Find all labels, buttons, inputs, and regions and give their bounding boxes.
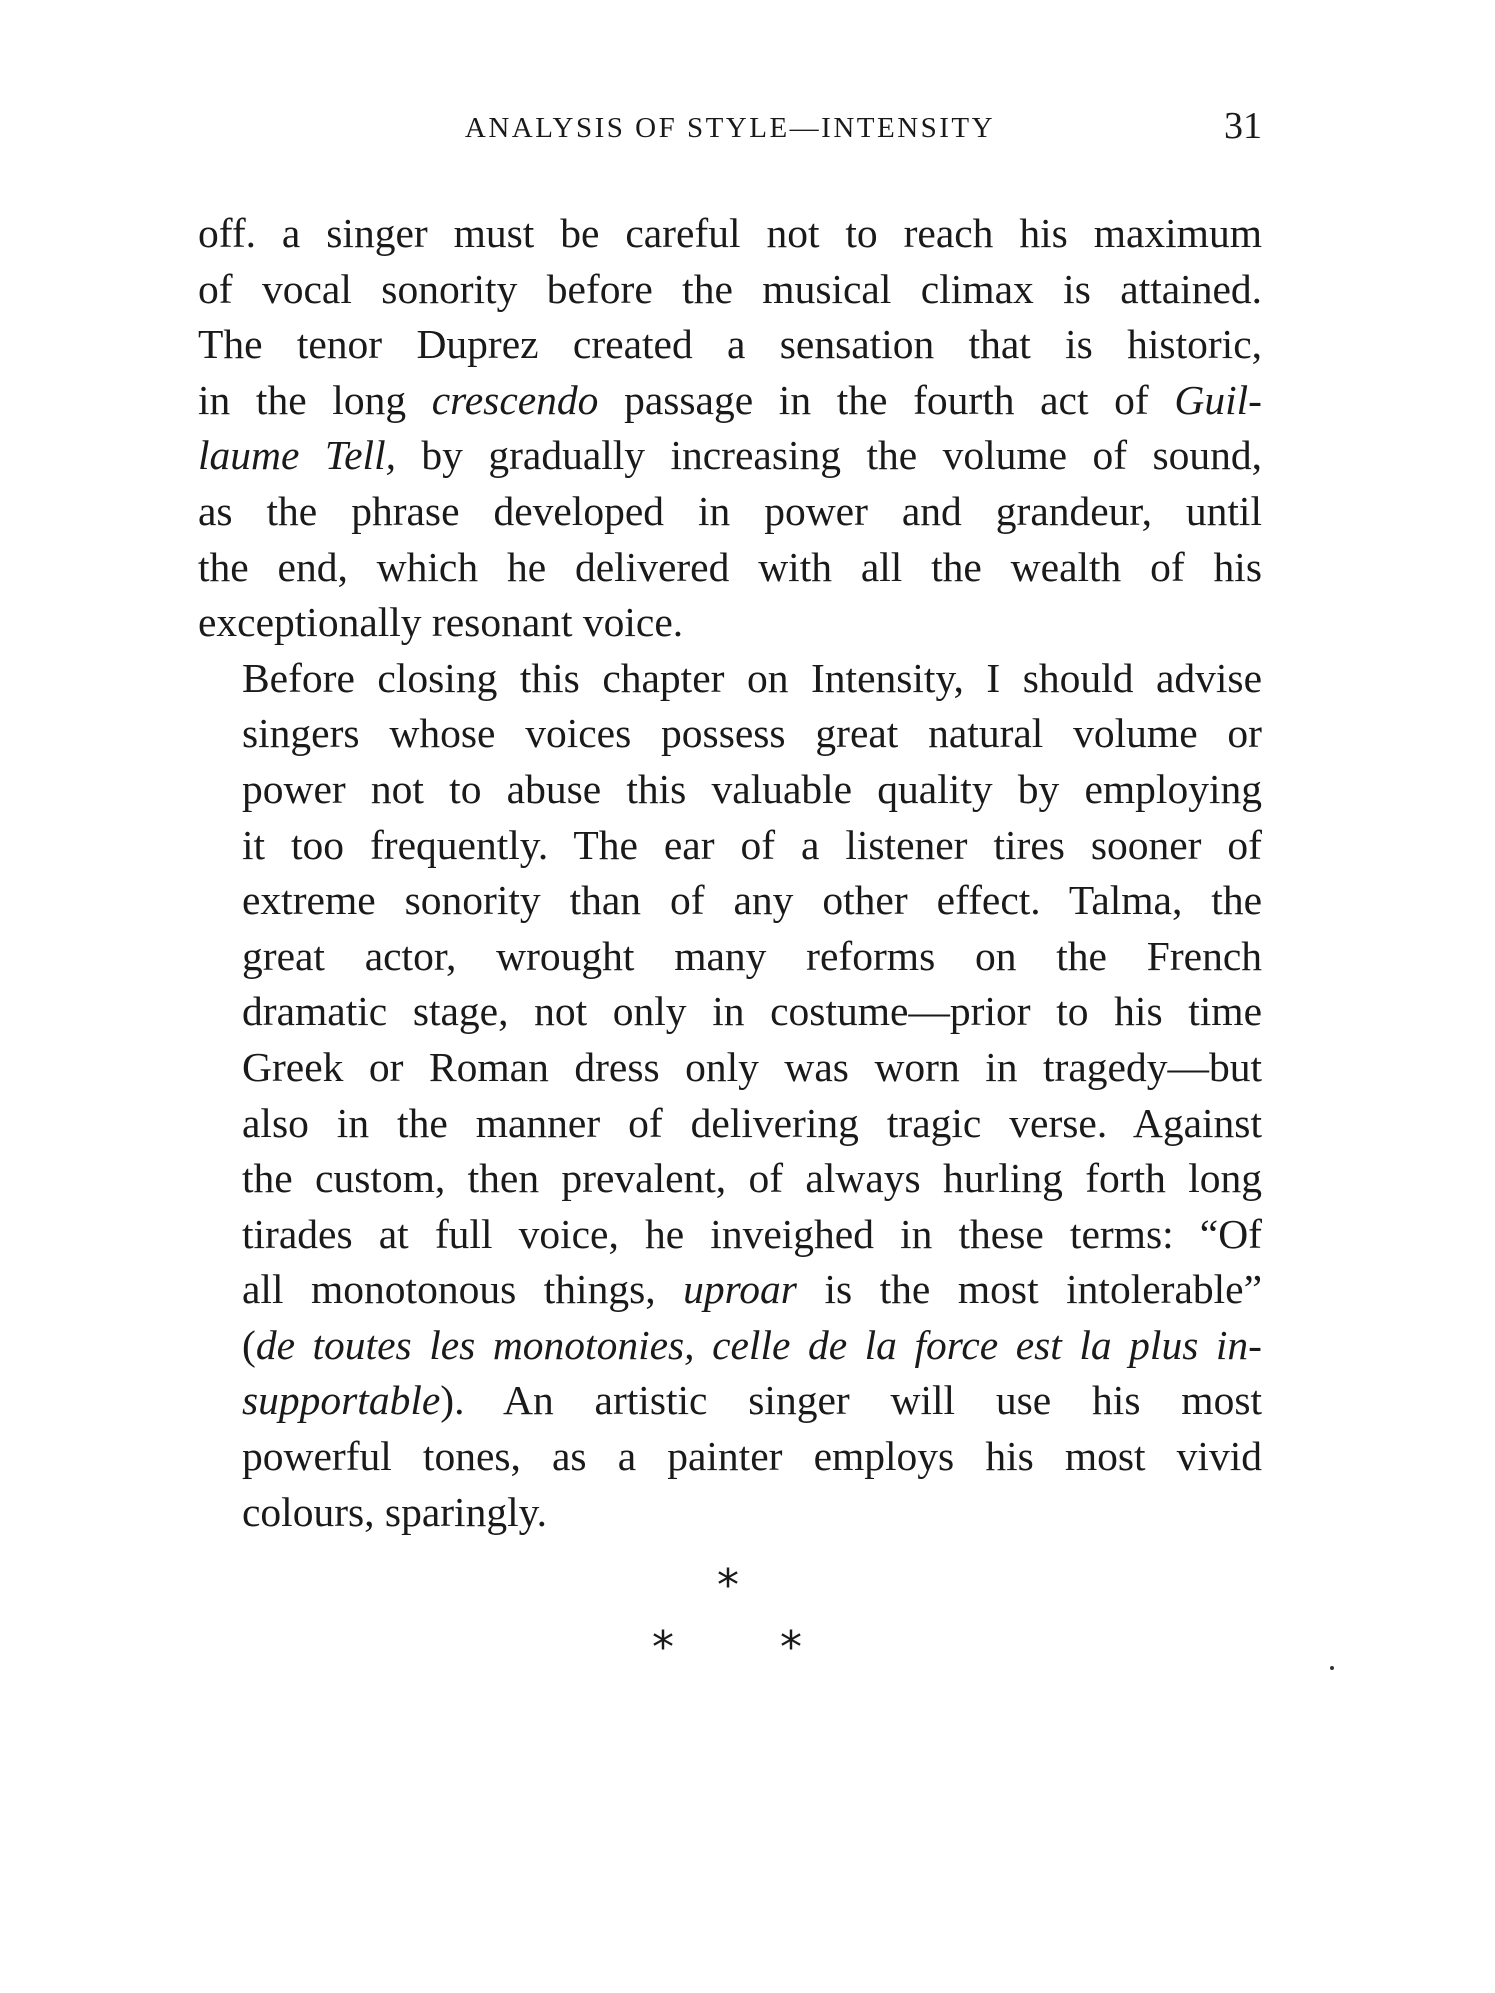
ornament-star-left: * [652, 1622, 674, 1673]
text-line: of vocal sonority before the musical climax is attained. [198, 265, 1262, 312]
text-line [198, 428, 1262, 484]
body-text [198, 206, 1262, 1540]
text-line: also in the manner of delivering tragic verse. Against [242, 1099, 1262, 1146]
italic-term-uproar: uproar [683, 1266, 797, 1313]
text-run: by gradually increasing the volume of sound, [395, 432, 1262, 479]
text-line: the custom, then prevalent, of always hurling forth long [242, 1155, 1262, 1202]
text-run: in the long [198, 376, 432, 423]
text-line: off. a singer must be careful not to reach his maximum [198, 210, 1262, 256]
text-line: great actor, wrought many reforms on the French [242, 932, 1262, 979]
text-line: Before closing this chapter on Intensity, I should advise [242, 654, 1262, 701]
paragraph-2 [198, 651, 1262, 1541]
text-line: singers whose voices possess great natural volume or [242, 710, 1262, 757]
text-line: as the phrase developed in power and grandeur, until [198, 487, 1262, 534]
text-line: it too frequently. The ear of a listener tires sooner of [242, 821, 1262, 868]
text-line: tirades at full voice, he inveighed in these terms: “Of [242, 1210, 1262, 1257]
ornament-star-right: * [780, 1622, 802, 1673]
italic-title-guillaume-tell: Guil- [1174, 376, 1262, 423]
text-run: ). An artistic singer will use his most [440, 1377, 1262, 1424]
paper-speck [1330, 1666, 1334, 1670]
text-line: Greek or Roman dress only was worn in tragedy—but [242, 1043, 1262, 1090]
text-line: powerful tones, as a painter employs his most vivid [242, 1433, 1262, 1480]
text-run: is the most intolerable” [796, 1266, 1262, 1313]
text-line: exceptionally resonant voice. [198, 599, 684, 646]
ornament-star-top: * [717, 1560, 739, 1611]
text-line [198, 1373, 1262, 1429]
paragraph-1 [198, 206, 1262, 651]
text-line [198, 1262, 1262, 1318]
running-title: ANALYSIS OF STYLE—INTENSITY [464, 112, 996, 144]
italic-french-quote-cont: supportable [242, 1377, 441, 1424]
italic-french-quote: de toutes les monotonies, celle de la force est la plus in- [255, 1321, 1262, 1368]
text-run: passage in the fourth act of [598, 376, 1175, 423]
text-line: power not to abuse this valuable quality by employing [242, 765, 1262, 812]
text-line [198, 373, 1262, 429]
page-number: 31 [1224, 105, 1262, 147]
text-line: the end, which he delivered with all the wealth of his [198, 543, 1262, 590]
text-line: extreme sonority than of any other effect. Talma, the [242, 877, 1262, 924]
text-line: colours, sparingly. [242, 1488, 548, 1535]
italic-term-crescendo: crescendo [431, 376, 599, 423]
text-line: The tenor Duprez created a sensation that is historic, [198, 321, 1262, 368]
running-head [198, 105, 1262, 148]
text-line [198, 1318, 1262, 1374]
text-run: ( [242, 1321, 256, 1368]
text-run: all monotonous things, [242, 1266, 684, 1313]
text-line: dramatic stage, not only in costume—prior to his time [242, 988, 1262, 1035]
italic-title-guillaume-tell-cont: laume Tell, [198, 432, 396, 479]
